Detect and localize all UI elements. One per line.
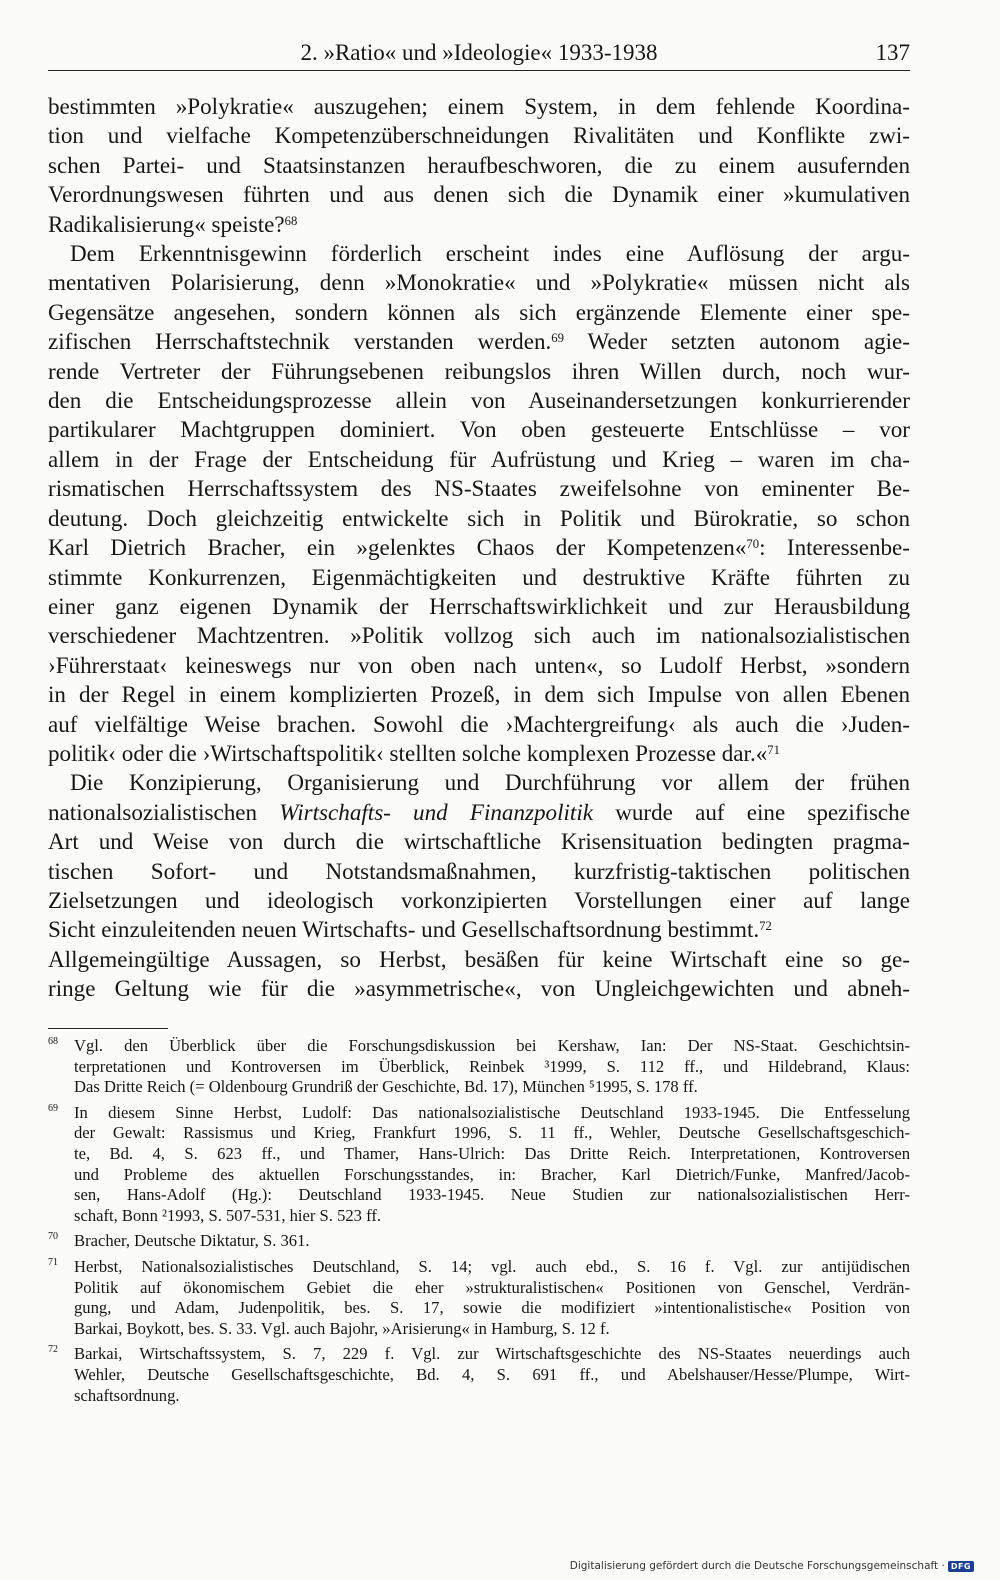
body-line-text: Allgemeingültige Aussagen, so Herbst, besäßen für keine Wirtschaft eine so ge- [48, 945, 910, 972]
footnote [48, 1103, 910, 1227]
body-line-text: nationalsozialistischen [48, 798, 280, 825]
body-line [48, 886, 910, 915]
body-line-text: stimmte Konkurrenzen, Eigenmächtigkeiten und destruktive Kräfte führten zu [48, 563, 910, 590]
body-line [48, 621, 910, 650]
body-line [48, 504, 910, 533]
body-line [48, 945, 910, 974]
body-line-text: deutung. Doch gleichzeitig entwickelte sich in Politik und Bürokratie, so schon [48, 504, 910, 531]
footnote-line: Barkai, Wirtschaftssystem, S. 7, 229 f. Vgl. zur Wirtschaftsgeschichte des NS-Staates neuerdings auch [74, 1344, 910, 1364]
italic-term: Wirtschafts- und Finanzpolitik [279, 798, 594, 825]
footnote-line: Politik auf ökonomischem Gebiet die eher »strukturalistischen« Positionen von Genschel, Verdrän- [74, 1277, 910, 1297]
body-line [48, 239, 910, 268]
body-line [48, 445, 910, 474]
footnote-line: gung, und Adam, Judenpolitik, bes. S. 17, sowie die modifiziert »intentionalistische« Position von [74, 1298, 910, 1318]
body-line-text: ›Führerstaat‹ keineswegs nur von oben nach unten«, so Ludolf Herbst, »sondern [48, 651, 910, 678]
body-line-text: ringe Geltung wie für die »asymmetrische«, von Ungleichgewichten und abneh- [48, 975, 910, 1002]
body-line [48, 268, 910, 297]
body-line-text: tischen Sofort- und Notstandsmaßnahmen, kurzfristig-taktischen politischen [48, 857, 910, 884]
footnote-ref[interactable]: 69 [551, 331, 564, 346]
body-line [48, 327, 910, 356]
body-line-text: Radikalisierung« speiste? [48, 210, 285, 237]
footnote-line: Das Dritte Reich (= Oldenbourg Grundriß der Geschichte, Bd. 17), München ⁵1995, S. 178 ff. [74, 1077, 698, 1097]
footnote [48, 1036, 910, 1098]
footnote-line: und Probleme des aktuellen Forschungsstandes, in: Bracher, Karl Dietrich/Funke, Manfred/Jacob- [74, 1164, 910, 1184]
running-title: 2. »Ratio« und »Ideologie« 1933-1938 [300, 40, 658, 65]
footnote-line: der Gewalt: Rassismus und Krieg, Frankfurt 1996, S. 11 ff., Wehler, Deutsche Gesellschaftsgeschich- [74, 1123, 910, 1143]
body-line [48, 563, 910, 592]
body-line [48, 710, 910, 739]
body-line-text: Sicht einzuleitenden neuen Wirtschafts- und Gesellschaftsordnung bestimmt. [48, 916, 760, 943]
page-number: 137 [875, 40, 910, 65]
footnotes [48, 1036, 910, 1411]
body-line-text: politik‹ oder die ›Wirtschaftspolitik‹ stellten solche komplexen Prozesse dar.« [48, 739, 768, 766]
body-line-text: Gegensätze angesehen, sondern können als sich ergänzende Elemente einer spe- [48, 298, 910, 325]
body-line [48, 768, 910, 797]
body-line-text: : Interessenbe- [759, 534, 910, 561]
footnote-line: sen, Hans-Adolf (Hg.): Deutschland 1933-1945. Neue Studien zur nationalsozialistischen Herr- [74, 1185, 910, 1205]
body-line-text: einer ganz eigenen Dynamik der Herrschaftswirklichkeit und zur Herausbildung [48, 592, 910, 619]
body-line [48, 474, 910, 503]
body-line-text: Verordnungswesen führten und aus denen sich die Dynamik einer »kumulativen [48, 181, 910, 208]
footnote-number: 72 [48, 1344, 58, 1356]
body-line-text: zifischen Herrschaftstechnik verstanden werden. [48, 328, 552, 355]
body-line [48, 592, 910, 621]
body-line [48, 798, 910, 827]
body-line [48, 298, 910, 327]
body-line-text: verschiedener Machtzentren. »Politik vollzog sich auch im nationalsozialistischen [48, 622, 910, 649]
body-line [48, 974, 910, 1003]
body-line [48, 386, 910, 415]
body-line [48, 680, 910, 709]
body-line [48, 857, 910, 886]
footnote-ref[interactable]: 71 [767, 742, 780, 757]
footnote-number: 68 [48, 1036, 58, 1047]
body-line-text: wurde auf eine spezifische [593, 798, 910, 825]
body-line-text: schen Partei- und Staatsinstanzen heraufbeschworen, die zu einem ausufernden [48, 151, 910, 178]
body-line-text: Art und Weise von durch die wirtschaftliche Krisensituation bedingten pragma- [48, 828, 910, 855]
body-line [48, 415, 910, 444]
footnote-line: te, Bd. 4, S. 623 ff., und Thamer, Hans-Ulrich: Das Dritte Reich. Interpretationen, Kontroversen [74, 1143, 910, 1163]
body-line [48, 92, 910, 121]
footnote [48, 1344, 910, 1406]
body-line-text: rismatischen Herrschaftssystem des NS-Staates zweifelsohne von eminenter Be- [48, 475, 910, 502]
body-line-text: Weder setzten autonom agie- [563, 328, 910, 355]
digitization-note [570, 1560, 974, 1572]
footnote-line: schaftsordnung. [74, 1385, 180, 1405]
body-line-text: auf vielfältige Weise brachen. Sowohl die ›Machtergreifung‹ als auch die ›Juden- [48, 710, 910, 737]
footnote-line: Bracher, Deutsche Diktatur, S. 361. [74, 1231, 310, 1251]
footnote-line: Herbst, Nationalsozialistisches Deutschland, S. 14; vgl. auch ebd., S. 16 f. Vgl. zur antijüdischen [74, 1256, 910, 1276]
body-line [48, 739, 910, 768]
footnote-ref[interactable]: 68 [284, 213, 298, 228]
body-text [48, 92, 910, 1004]
footnote-line: schaft, Bonn ²1993, S. 507-531, hier S. 523 ff. [74, 1205, 382, 1225]
body-line-text: den die Entscheidungsprozesse allein von Auseinandersetzungen konkurrierender [48, 387, 910, 414]
footnote-line: Barkai, Boykott, bes. S. 33. Vgl. auch Bajohr, »Arisierung« in Hamburg, S. 12 f. [74, 1318, 610, 1338]
footnote-divider [48, 1028, 168, 1029]
page-header [48, 38, 910, 71]
body-line-text: partikularer Machtgruppen dominiert. Von oben gesteuerte Entschlüsse – vor [48, 416, 910, 443]
body-line-text: mentativen Polarisierung, denn »Monokratie« und »Polykratie« müssen nicht als [48, 269, 910, 296]
body-line-text: Dem Erkenntnisgewinn förderlich erscheint indes eine Auflösung der argu- [70, 240, 910, 267]
footnote-line: Wehler, Deutsche Gesellschaftsgeschichte, Bd. 4, S. 691 ff., und Abelshauser/Hesse/Plumpe, Wirt- [74, 1364, 910, 1384]
body-line [48, 357, 910, 386]
dfg-logo: DFG [948, 1561, 974, 1572]
body-line [48, 827, 910, 856]
footnote-number: 70 [48, 1231, 58, 1243]
footnote-line: In diesem Sinne Herbst, Ludolf: Das nationalsozialistische Deutschland 1933-1945. Die Entfesselung [74, 1102, 910, 1122]
body-line [48, 121, 910, 150]
body-line [48, 651, 910, 680]
footnote-number: 69 [48, 1102, 58, 1114]
footnote-ref[interactable]: 70 [746, 537, 760, 552]
body-line-text: Die Konzipierung, Organisierung und Durchführung vor allem der frühen [70, 769, 910, 796]
body-line [48, 210, 910, 239]
body-line-text: tion und vielfache Kompetenzüberschneidungen Rivalitäten und Konflikte zwi- [48, 122, 910, 149]
body-line [48, 533, 910, 562]
footnote-number: 71 [48, 1256, 58, 1268]
body-line-text: allem in der Frage der Entscheidung für Aufrüstung und Krieg – waren im cha- [48, 445, 910, 472]
footnote-ref[interactable]: 72 [759, 919, 772, 934]
footnote-line: terpretationen und Kontroversen im Überblick, Reinbek ³1999, S. 112 ff., und Hildebrand, Klaus: [74, 1056, 910, 1076]
body-line-text: bestimmten »Polykratie« auszugehen; einem System, in dem fehlende Koordina- [48, 93, 910, 119]
body-line-text: Karl Dietrich Bracher, ein »gelenktes Chaos der Kompetenzen« [48, 534, 747, 561]
footnote [48, 1231, 910, 1252]
digitization-note-text: Digitalisierung gefördert durch die Deutsche Forschungsgemeinschaft · [569, 1560, 945, 1572]
body-line [48, 151, 910, 180]
body-line-text: Zielsetzungen und ideologisch vorkonzipierten Vorstellungen einer auf lange [48, 886, 910, 913]
footnote-line: Vgl. den Überblick über die Forschungsdiskussion bei Kershaw, Ian: Der NS-Staat. Geschichtsin- [74, 1036, 910, 1055]
body-line [48, 915, 910, 944]
footnote [48, 1257, 910, 1339]
body-line-text: rende Vertreter der Führungsebenen reibungslos ihren Willen durch, noch wur- [48, 357, 910, 384]
body-line [48, 180, 910, 209]
body-line-text: in der Regel in einem komplizierten Prozeß, in dem sich Impulse von allen Ebenen [48, 681, 910, 708]
